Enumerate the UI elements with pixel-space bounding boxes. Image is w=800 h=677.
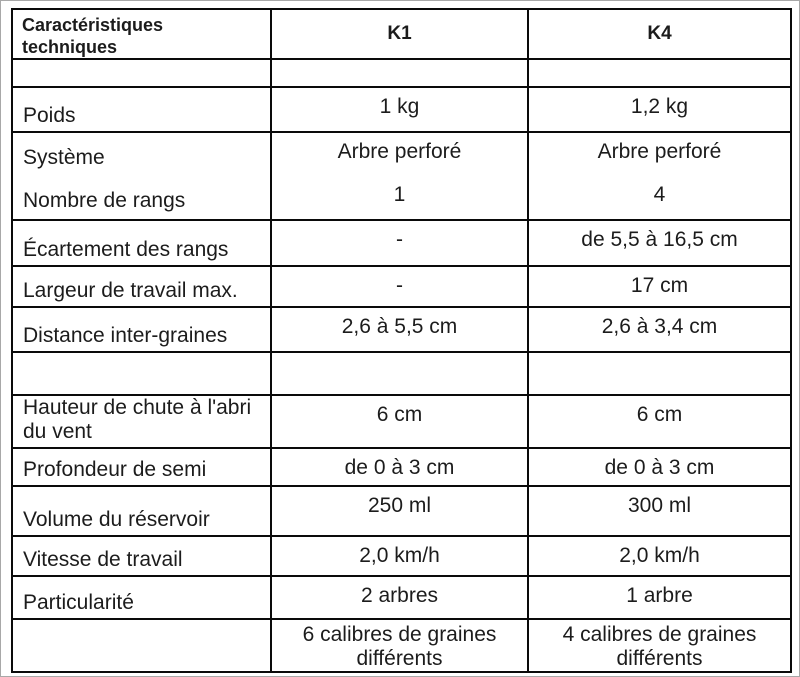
calibres-k4-line1: 4 calibres de graines: [562, 623, 757, 646]
empty-mid-k4-cell: [528, 352, 791, 395]
rangs-k1-line: 1: [393, 183, 406, 206]
header-title-line2: techniques: [22, 37, 118, 57]
empty-label-cell: [12, 59, 271, 87]
calibres-k1-line1: 6 calibres de graines: [302, 623, 497, 646]
empty-k4-cell: [528, 59, 791, 87]
profondeur-label-cell: Profondeur de semi: [12, 448, 271, 486]
rangs-label-line: Nombre de rangs: [23, 189, 186, 212]
vitesse-label-cell: Vitesse de travail: [12, 536, 271, 576]
rangs-k4-line: 4: [653, 183, 666, 206]
row-particularite: [12, 576, 791, 619]
hauteur-label-line1: Hauteur de chute à l'abri: [23, 396, 252, 419]
calibres-k4-line2: différents: [616, 647, 703, 670]
row-systeme-rangs: [12, 132, 791, 220]
hauteur-k4-cell: 6 cm: [528, 395, 791, 448]
vitesse-k4-cell: 2,0 km/h: [528, 536, 791, 576]
largeur-k1-cell: -: [271, 266, 528, 307]
calibres-k4-cell: [528, 619, 791, 672]
systeme-label-line: Système: [23, 146, 105, 169]
hauteur-label-cell: [12, 395, 271, 448]
row-empty-top: [12, 59, 791, 87]
particularite-k4-cell: 1 arbre: [528, 576, 791, 619]
largeur-label-cell: Largeur de travail max.: [12, 266, 271, 307]
row-volume: [12, 486, 791, 536]
row-ecartement: [12, 220, 791, 266]
row-distance: [12, 307, 791, 352]
header-title-line1: Caractéristiques: [22, 15, 164, 35]
row-empty-mid: [12, 352, 791, 395]
poids-label-cell: Poids: [12, 87, 271, 132]
systeme-k4-line: Arbre perforé: [597, 140, 722, 163]
row-largeur: [12, 266, 791, 307]
distance-k1-cell: 2,6 à 5,5 cm: [271, 307, 528, 352]
largeur-k4-cell: 17 cm: [528, 266, 791, 307]
hauteur-k1-cell: 6 cm: [271, 395, 528, 448]
systeme-rangs-k4-cell: [528, 132, 791, 220]
ecartement-k1-cell: -: [271, 220, 528, 266]
calibres-label-cell: [12, 619, 271, 672]
volume-label-cell: Volume du réservoir: [12, 486, 271, 536]
row-profondeur: [12, 448, 791, 486]
particularite-k1-cell: 2 arbres: [271, 576, 528, 619]
row-calibres: [12, 619, 791, 672]
header-k4-cell: K4: [528, 9, 791, 59]
distance-k4-cell: 2,6 à 3,4 cm: [528, 307, 791, 352]
volume-k1-cell: 250 ml: [271, 486, 528, 536]
volume-k4-cell: 300 ml: [528, 486, 791, 536]
row-vitesse: [12, 536, 791, 576]
spec-table: [11, 8, 792, 673]
calibres-k1-cell: [271, 619, 528, 672]
header-characteristics-cell: [12, 9, 271, 59]
vitesse-k1-cell: 2,0 km/h: [271, 536, 528, 576]
particularite-label-cell: Particularité: [12, 576, 271, 619]
empty-mid-label-cell: [12, 352, 271, 395]
systeme-rangs-k1-cell: [271, 132, 528, 220]
calibres-k1-line2: différents: [356, 647, 443, 670]
empty-k1-cell: [271, 59, 528, 87]
header-row: [12, 9, 791, 59]
profondeur-k1-cell: de 0 à 3 cm: [271, 448, 528, 486]
systeme-rangs-label-cell: [12, 132, 271, 220]
row-poids: [12, 87, 791, 132]
distance-label-cell: Distance inter-graines: [12, 307, 271, 352]
profondeur-k4-cell: de 0 à 3 cm: [528, 448, 791, 486]
row-hauteur: [12, 395, 791, 448]
ecartement-label-cell: Écartement des rangs: [12, 220, 271, 266]
ecartement-k4-cell: de 5,5 à 16,5 cm: [528, 220, 791, 266]
poids-k4-cell: 1,2 kg: [528, 87, 791, 132]
hauteur-label-line2: du vent: [23, 420, 92, 443]
header-k1-cell: K1: [271, 9, 528, 59]
systeme-k1-line: Arbre perforé: [337, 140, 462, 163]
empty-mid-k1-cell: [271, 352, 528, 395]
poids-k1-cell: 1 kg: [271, 87, 528, 132]
